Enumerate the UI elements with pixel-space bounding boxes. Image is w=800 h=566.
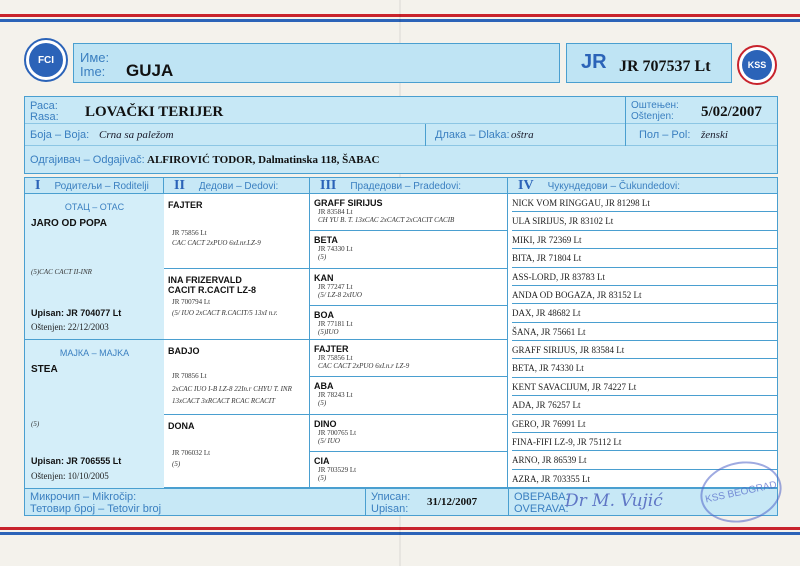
whelped-date: 5/02/2007: [701, 104, 762, 120]
coat-label: Длака – Dlaka:: [435, 129, 510, 141]
great-grandparent-cell: DINO JR 700765 Lt (5/ IUO: [310, 415, 508, 452]
kss-logo: [737, 45, 777, 85]
breeder-value: ALFIROVIĆ TODOR, Dalmatinska 118, ŠABAC: [147, 154, 380, 166]
color-value: Crna sa paležom: [99, 129, 174, 141]
grandparent-titles: (5): [172, 460, 181, 468]
dam-name: STEA: [31, 364, 58, 375]
great-great-grandparents-column: [508, 194, 778, 488]
dam-titles: (5): [31, 420, 40, 428]
great-great-grandparent-cell: NICK VOM RINGGAU, JR 81298 Lt: [512, 194, 778, 212]
dam-cell: [25, 340, 164, 488]
tattoo-label: Тетовир број – Tetovir broj: [30, 503, 162, 515]
name-box: [73, 43, 560, 83]
great-great-grandparent-cell: GERO, JR 76991 Lt: [512, 415, 778, 433]
dam-whelped: Oštenjen: 10/10/2005: [31, 471, 109, 481]
great-great-grandparent-cell: KENT SAVACIJUM, JR 74227 Lt: [512, 378, 778, 396]
fci-logo: [24, 38, 68, 82]
breed-row: [25, 97, 777, 124]
great-grandparent-cell: KAN JR 77247 Lt (5/ LZ-8 2xIUO: [310, 269, 508, 306]
grandparent-name: DONA: [168, 421, 195, 431]
grandparent-titles: 2xCAC IUO I-B LZ-8 22In.r CHYU T. INR 13xCACT 3xRCACT RCAC RCACIT: [172, 385, 292, 405]
sire-titles: (5)CAC CACT II-INR: [31, 268, 92, 276]
pedigree-table: [24, 177, 778, 488]
verified-label-cyr: ОВЕРАВА:: [514, 491, 569, 503]
sire-name: JARO OD POPA: [31, 218, 107, 229]
dam-registration: Upisan: JR 706555 Lt: [31, 456, 122, 466]
grandparent-cell: [164, 415, 310, 488]
header-grandparents: II Дедови – Dedovi:: [174, 178, 279, 193]
header-great-great-grandparents: IV Чукундедови – Čukundedovi:: [518, 178, 680, 193]
header-parents: I Родитељи – Roditelji: [35, 178, 149, 193]
dog-name: GUJA: [126, 61, 174, 80]
great-grandparent-cell: ABA JR 78243 Lt (5): [310, 377, 508, 415]
grandparent-titles: CAC CACT 2xPUO 6xI.nr.LZ-9: [172, 239, 261, 247]
registered-date: 31/12/2007: [427, 496, 478, 508]
info-box: [24, 96, 778, 174]
sire-registration: Upisan: JR 704077 Lt: [31, 308, 122, 318]
great-grandparent-cell: CIA JR 703529 Lt (5): [314, 456, 357, 482]
great-great-grandparent-cell: BETA, JR 74330 Lt: [512, 359, 778, 377]
sex-value: ženski: [701, 129, 728, 141]
grandparent-reg: JR 706032 Lt: [172, 449, 211, 457]
sire-label: ОТАЦ – OTAC: [64, 202, 125, 212]
whelped-label-lat: Oštenjen:: [631, 111, 674, 122]
name-label-lat: Ime:: [80, 64, 106, 79]
grandparent-reg: JR 75856 Lt: [172, 229, 207, 237]
great-great-grandparent-cell: GRAFF SIRIJUS, JR 83584 Lt: [512, 341, 778, 359]
header-great-grandparents: III Прадедови – Pradedovi:: [320, 178, 462, 193]
fci-logo-text: FCI: [37, 54, 55, 66]
breeder-label: Одгајивач – Odgajivač:: [30, 154, 145, 166]
great-great-grandparent-cell: ANDA OD BOGAZA, JR 83152 Lt: [512, 286, 778, 304]
grandparent-name: INA FRIZERVALD CACIT R.CACIT LZ-8: [168, 275, 256, 295]
sire-cell: [25, 194, 164, 340]
great-grandparent-cell: BETA JR 74330 Lt (5): [310, 231, 508, 269]
microchip-label: Микрочип – Mikročip:: [30, 491, 137, 503]
breed-label-cyr: Раса:: [30, 100, 58, 112]
registration-number: JR 707537 Lt: [619, 58, 711, 75]
grandparent-titles: (5/ IUO 2xCACT R.CACIT/5 13xI n.r.: [172, 309, 278, 317]
great-great-grandparent-cell: MIKI, JR 72369 Lt: [512, 231, 778, 249]
great-great-grandparent-cell: BITA, JR 71804 Lt: [512, 249, 778, 267]
breed-label-lat: Rasa:: [30, 111, 59, 123]
sire-whelped: Oštenjen: 22/12/2003: [31, 322, 109, 332]
great-great-grandparent-cell: ADA, JR 76257 Lt: [512, 396, 778, 414]
signature: Dr M. Vujić: [565, 491, 663, 511]
breed-value: LOVAČKI TERIJER: [85, 104, 224, 120]
great-great-grandparent-cell: ŠANA, JR 75661 Lt: [512, 323, 778, 341]
footer-box: [24, 488, 778, 516]
great-grandparent-cell: GRAFF SIRIJUS JR 83584 Lt CH YU B. T. 13xCAC 2xCACT 2xCACIT CACIB: [310, 194, 508, 231]
great-grandparent-cell: FAJTER JR 75856 Lt CAC CACT 2xPUO 6xI.n.r LZ-9: [310, 340, 508, 377]
great-great-grandparent-cell: FINA-FIFI LZ-9, JR 75112 Lt: [512, 433, 778, 451]
great-great-grandparent-cell: AZRA, JR 703355 Lt: [512, 473, 591, 484]
breeder-row: [25, 146, 777, 174]
registration-box: [566, 43, 732, 83]
great-great-grandparent-cell: ARNO, JR 86539 Lt: [512, 451, 778, 469]
sex-label: Пол – Pol:: [639, 129, 691, 141]
verified-label-lat: OVERAVA:: [514, 503, 569, 515]
color-label: Боја – Boja:: [30, 129, 90, 141]
kss-logo-text: KSS: [747, 60, 767, 70]
name-label-cyr: Име:: [80, 50, 110, 65]
grandparent-name: BADJO: [168, 346, 200, 356]
registered-label-cyr: Уписан:: [371, 491, 411, 503]
great-great-grandparent-cell: ASS-LORD, JR 83783 Lt: [512, 268, 778, 286]
whelped-label-cyr: Оштењен:: [631, 100, 679, 111]
grandparent-cell: [164, 194, 310, 269]
grandparent-reg: JR 70856 Lt: [172, 372, 207, 380]
great-grandparent-cell: BOA JR 77181 Lt (5)IUO: [310, 306, 508, 340]
coat-value: oštra: [511, 129, 534, 141]
great-great-grandparent-cell: DAX, JR 48682 Lt: [512, 304, 778, 322]
color-row: [25, 124, 777, 146]
kss-stamp: KSS BEOGRAD: [695, 454, 788, 530]
grandparent-reg: JR 700794 Lt: [172, 298, 211, 306]
grandparent-cell: [164, 340, 310, 415]
great-great-grandparent-cell: ULA SIRIJUS, JR 83102 Lt: [512, 212, 778, 230]
dam-label: МАЈКА – MAJKA: [59, 348, 130, 358]
registered-label-lat: Upisan:: [371, 503, 409, 515]
jr-label: JR: [581, 51, 607, 73]
grandparent-name: FAJTER: [168, 200, 203, 210]
grandparent-cell: [164, 269, 310, 340]
